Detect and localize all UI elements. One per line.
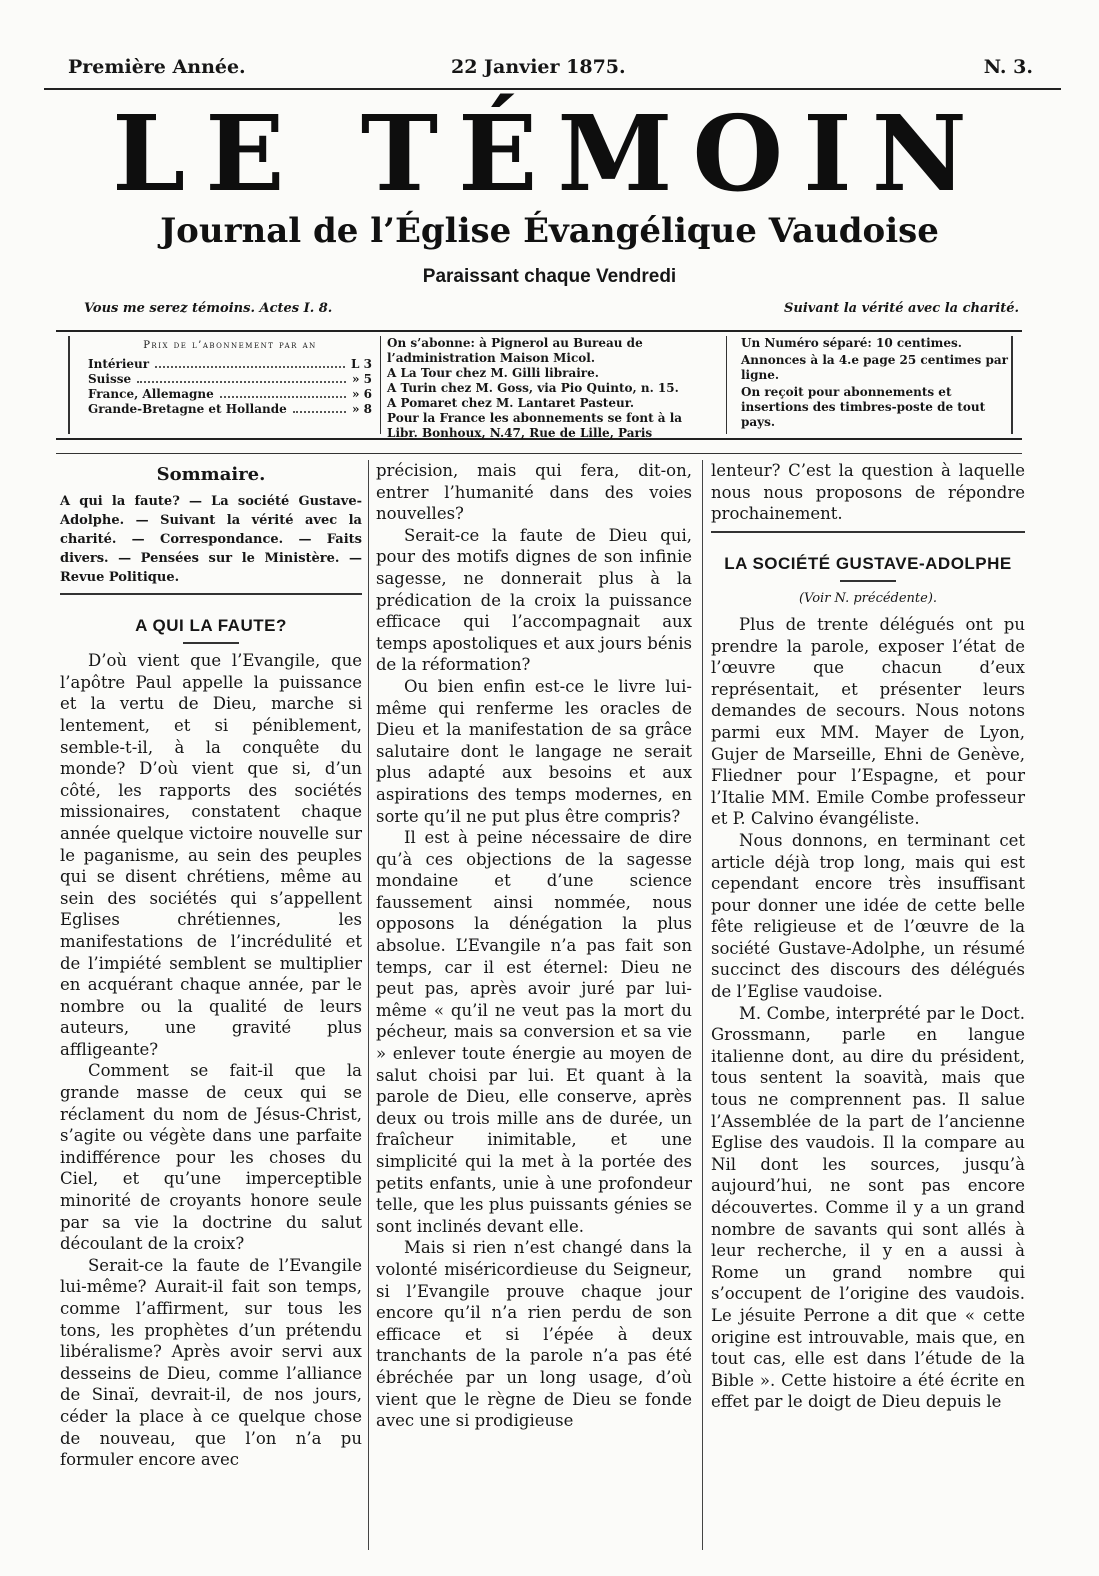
article-paragraph: Serait-ce la faute de l’Evangile lui-même? Aurait-il fait son temps, comme l’affirment, sur tous les tons, les prophètes d’un prétendu libéralisme? Après avoir servi aux desseins de Dieu, comme l’alliance de Sinaï, devrait-il, de nos jours, céder la place à ce quelque chose de nouveau, que l’on n’a pu formuler encore avec: [60, 1255, 362, 1470]
info-line: On reçoit pour abonnements et insertions des timbres-poste de tout pays.: [741, 385, 986, 429]
leader-dots: [293, 402, 346, 413]
issue-number: N. 3.: [983, 56, 1033, 78]
article-paragraph: lenteur? C’est la question à laquelle nous nous proposons de répondre prochainement.: [711, 461, 1025, 524]
article-note: (Voir N. précédente).: [798, 591, 938, 607]
leader-dots: [155, 357, 345, 368]
motto-left: Vous me serez témoins. Actes I. 8.: [84, 301, 333, 316]
leader-dots: [137, 372, 346, 383]
section-rule: [711, 531, 1025, 533]
price-heading: Prix de l’abonnement par an: [143, 340, 317, 351]
article-paragraph: D’où vient que l’Evangile, que l’apôtre Paul appelle la puissance et la vertu de Dieu, marche si lentement, et si péniblement, semble-t-il, à la conquête du monde? D’où vient que si, d’un côté, les rapports des sociétés missionaires, constatent chaque année quelque victoire nouvelle sur le paganisme, au sein des peuples qui se disent chrétiens, même au sein des sociétés qui s’appellent Eglises chrétiennes, les manifestations de l’incrédulité et de l’impiété semblent se multiplier en acquérant chaque année, par le nombre ou la qualité de leurs auteurs, une gravité plus affligeante?: [60, 651, 362, 1059]
masthead-title: LE TÉMOIN: [112, 92, 987, 215]
issue-date: 22 Janvier 1875.: [451, 56, 626, 78]
sommaire-body: A qui la faute? — La société Gustave-Adolphe. — Suivant la vérité avec la charité. — Correspondance. — Faits divers. — Pensées sur le Ministère. — Revue Politique.: [60, 493, 362, 585]
price-label: Intérieur: [88, 357, 150, 371]
price-label: France, Allemagne: [88, 387, 214, 401]
column-divider: [368, 460, 369, 1550]
issue-year: Première Année.: [68, 56, 246, 78]
location-line: A Turin chez M. Goss, via Pio Quinto, n. 15.: [387, 381, 679, 395]
article-paragraph: Mais si rien n’est changé dans la volonté miséricordieuse du Seigneur, si l’Evangile prouve chaque jour encore qu’il n’a rien perdu de son efficace et si l’épée à deux tranchants de la parole n’a pas été ébréchée par un long usage, d’où vient que le règne de Dieu se fonde avec une si prodigieuse: [376, 1238, 692, 1431]
location-line: On s’abonne: à Pignerol au Bureau de l’administration Maison Micol.: [387, 336, 643, 365]
column-right: [711, 460, 1025, 1413]
article-paragraph: Ou bien enfin est-ce le livre lui-même qui renferme les oracles de Dieu et la manifestation de sa grâce salutaire dont le langage ne serait plus adapté aux besoins et aux aspirations des temps modernes, en sorte qu’il ne put plus être compris?: [376, 676, 692, 826]
price-row: [88, 402, 372, 417]
column-middle: [376, 460, 692, 1432]
price-value: » 5: [351, 372, 372, 386]
info-line: Annonces à la 4.e page 25 centimes par ligne.: [741, 353, 1008, 382]
leader-dots: [220, 387, 346, 398]
article-paragraph: Il est à peine nécessaire de dire qu’à ces objections de la sagesse mondaine et d’une science faussement ainsi nommée, nous opposons la dénégation la plus absolue. L’Evangile n’a pas fait son temps, car il est éternel: Dieu ne peut pas, après avoir juré par lui-même « qu’il ne veut pas la mort du pécheur, mais sa conversion et sa vie » enlever toute énergie au moyen de salut choisi par lui. Et quant à la parole de Dieu, elle conserve, après deux ou trois mille ans de durée, un fraîcheur inimitable, et une simplicité qui la met à la portée des petits enfants, unie à une profondeur telle, que les plus puissants génies se sont inclinés devant elle.: [376, 828, 692, 1236]
info-line: Un Numéro séparé: 10 centimes.: [741, 336, 962, 350]
section-rule: [56, 453, 1022, 454]
sommaire-title: Sommaire.: [156, 464, 266, 485]
subscription-box: [56, 330, 1022, 440]
article-title: LA SOCIÉTÉ GUSTAVE-ADOLPHE: [724, 553, 1012, 573]
price-label: Suisse: [88, 372, 132, 386]
price-column: [68, 336, 372, 434]
location-line: Pour la France les abonnements se font à la Libr. Bonhoux, N.47, Rue de Lille, Paris: [387, 411, 683, 440]
article-paragraph: Serait-ce la faute de Dieu qui, pour des motifs dignes de son infinie sagesse, ne donnerait plus à la prédication de la croix la puissance efficace qui l’accompagnait aux temps apostoliques et aux jours bénis de la réformation?: [376, 525, 692, 675]
masthead-subtitle: Journal de l’Église Évangélique Vaudoise: [160, 211, 939, 251]
price-row: [88, 372, 372, 387]
article-paragraph: Plus de trente délégués ont pu prendre la parole, exposer l’état de l’œuvre que chacun d’eux représentait, et présenter leurs demandes de secours. Nous notons parmi eux MM. Mayer de Lyon, Gujer de Marseille, Ehni de Genève, Fliedner pour l’Espagne, et pour l’Italie MM. Emile Combe professeur et P. Calvino évangéliste.: [711, 614, 1025, 829]
motto-right: Suivant la vérité avec la charité.: [784, 301, 1019, 316]
price-label: Grande-Bretagne et Hollande: [88, 402, 287, 416]
price-row: [88, 387, 372, 402]
top-rule: [44, 88, 1061, 90]
issue-meta-line: [66, 56, 1033, 84]
price-value: » 6: [351, 387, 372, 401]
price-row: [88, 357, 372, 372]
article-paragraph: Comment se fait-il que la grande masse de ceux qui se réclament du nom de Jésus-Christ, s’agite ou végète dans une parfaite indifférence pour les choses du Ciel, et qu’une imperceptible minorité de croyants honore seule par sa vie la doctrine du salut découlant de la croix?: [60, 1061, 362, 1254]
column-left: [60, 460, 362, 1471]
sommaire: [60, 464, 362, 595]
location-line: A La Tour chez M. Gilli libraire.: [387, 366, 599, 380]
subscription-info: [726, 336, 1013, 434]
price-value: » 8: [351, 402, 372, 416]
column-divider: [702, 460, 703, 1550]
article-paragraph: précision, mais qui fera, dit-on, entrer l’humanité dans des voies nouvelles?: [376, 461, 692, 524]
price-value: L 3: [351, 357, 372, 371]
article-paragraph: Nous donnons, en terminant cet article déjà trop long, mais qui est cependant encore très insuffisant pour donner une idée de cette belle fête religieuse et de l’œuvre de la société Gustave-Adolphe, un résumé succinct des discours des délégués de l’Eglise vaudoise.: [711, 830, 1025, 1002]
article-paragraph: M. Combe, interprété par le Doct. Grossmann, parle en langue italienne dont, au dire du président, tous sentent la soavità, mais que tous ne comprennent pas. Il salue l’Assemblée de la part de l’ancienne Eglise des vaudois. Il la compare au Nil dont les sources, jusqu’à aujourd’hui, ne sont pas encore découvertes. Comme il y a un grand nombre de savants qui sont allés à leur recherche, il y en a aussi à Rome un grand nombre qui s’occupent de l’origine des vaudois. Le jésuite Perrone a dit que « cette origine est introuvable, mais que, en tout cas, elle est dans l’étude de la Bible ». Cette histoire a été écrite en effet par le doigt de Dieu depuis le: [711, 1003, 1025, 1412]
article-title: A QUI LA FAUTE?: [135, 615, 287, 635]
subscription-locations: [380, 336, 717, 440]
title-rule: [183, 642, 239, 644]
publication-frequency: Paraissant chaque Vendredi: [422, 266, 677, 287]
location-line: A Pomaret chez M. Lantaret Pasteur.: [387, 396, 635, 410]
title-rule: [840, 580, 896, 582]
